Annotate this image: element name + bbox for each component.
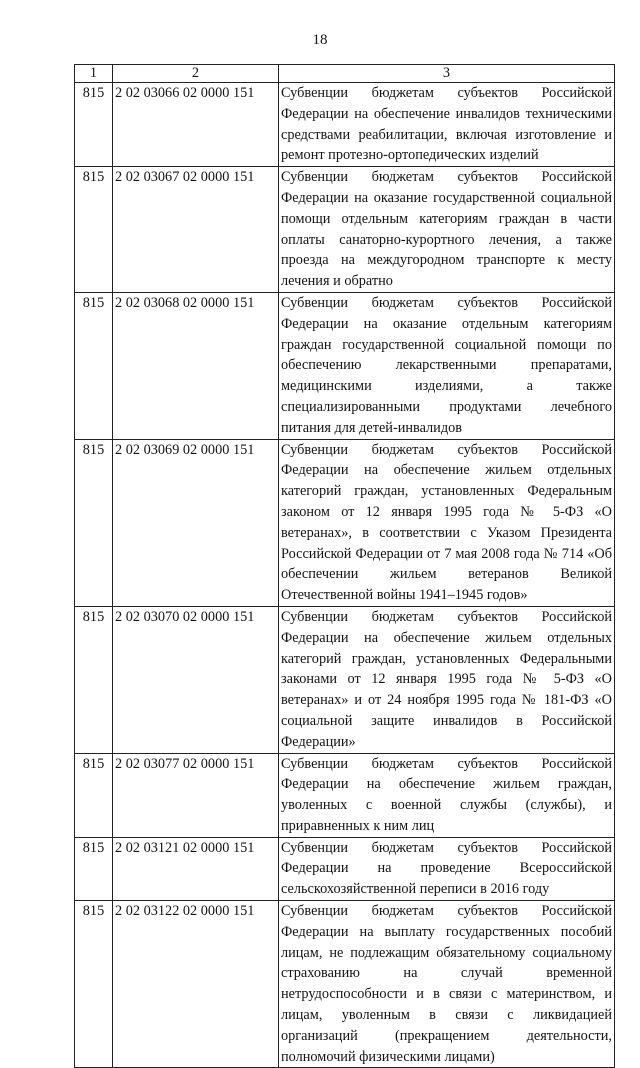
administrator-code: 815 xyxy=(75,837,113,900)
column-number-1: 1 xyxy=(75,65,113,83)
revenue-description: Субвенции бюджетам субъектов Российской Федерации на оказание отдельным категориям граждан государственной социальной помощи по обеспечению лекарственными препаратами, медицинскими изделиями, а также специализированными продуктами лечебного питания для детей-инвалидов xyxy=(279,292,615,439)
column-number-2: 2 xyxy=(113,65,279,83)
revenue-description: Субвенции бюджетам субъектов Российской Федерации на обеспечение жильем граждан, уволенных с военной службы (службы), и приравненных к ним лиц xyxy=(279,753,615,837)
table-row xyxy=(75,439,615,606)
revenue-description: Субвенции бюджетам субъектов Российской Федерации на обеспечение инвалидов техническими средствами реабилитации, включая изготовление и ремонт протезно-ортопедических изделий xyxy=(279,83,615,167)
administrator-code: 815 xyxy=(75,439,113,606)
administrator-code: 815 xyxy=(75,753,113,837)
table-row xyxy=(75,292,615,439)
table-row xyxy=(75,606,615,753)
table-header-row xyxy=(75,65,615,83)
revenue-code: 2 02 03121 02 0000 151 xyxy=(113,837,279,900)
revenue-code: 2 02 03068 02 0000 151 xyxy=(113,292,279,439)
page-number: 18 xyxy=(312,32,328,48)
table-row xyxy=(75,837,615,900)
revenue-description: Субвенции бюджетам субъектов Российской Федерации на обеспечение жильем отдельных категорий граждан, установленных Федеральным законом от 12 января 1995 года № 5-ФЗ «О ветеранах», в соответствии с Указом Президента Российской Федерации от 7 мая 2008 года № 714 «Об обеспечении жильем ветеранов Великой Отечественной войны 1941–1945 годов» xyxy=(279,439,615,606)
revenue-description: Субвенции бюджетам субъектов Российской Федерации на обеспечение жильем отдельных категорий граждан, установленных Федеральными законами от 12 января 1995 года № 5-ФЗ «О ветеранах» и от 24 ноября 1995 года № 181-ФЗ «О социальной защите инвалидов в Российской Федерации» xyxy=(279,606,615,753)
table-row xyxy=(75,83,615,167)
table-row xyxy=(75,901,615,1068)
revenue-description: Субвенции бюджетам субъектов Российской Федерации на оказание государственной социальной помощи отдельным категориям граждан в части оплаты санаторно-курортного лечения, а также проезда на междугородном транспорте к месту лечения и обратно xyxy=(279,167,615,293)
revenue-code: 2 02 03067 02 0000 151 xyxy=(113,167,279,293)
revenue-code: 2 02 03122 02 0000 151 xyxy=(113,901,279,1068)
revenue-code: 2 02 03066 02 0000 151 xyxy=(113,83,279,167)
table-row xyxy=(75,167,615,293)
administrator-code: 815 xyxy=(75,901,113,1068)
column-number-3: 3 xyxy=(279,65,615,83)
administrator-code: 815 xyxy=(75,606,113,753)
administrator-code: 815 xyxy=(75,292,113,439)
revenue-code: 2 02 03070 02 0000 151 xyxy=(113,606,279,753)
revenue-code: 2 02 03069 02 0000 151 xyxy=(113,439,279,606)
revenue-code: 2 02 03077 02 0000 151 xyxy=(113,753,279,837)
budget-classification-table xyxy=(74,64,615,1068)
administrator-code: 815 xyxy=(75,167,113,293)
revenue-description: Субвенции бюджетам субъектов Российской Федерации на проведение Всероссийской сельскохозяйственной переписи в 2016 году xyxy=(279,837,615,900)
administrator-code: 815 xyxy=(75,83,113,167)
revenue-description: Субвенции бюджетам субъектов Российской Федерации на выплату государственных пособий лицам, не подлежащим обязательному социальному страхованию на случай временной нетрудоспособности и в связи с материнством, и лицам, уволенным в связи с ликвидацией организаций (прекращением деятельности, полномочий физическими лицами) xyxy=(279,901,615,1068)
table-row xyxy=(75,753,615,837)
